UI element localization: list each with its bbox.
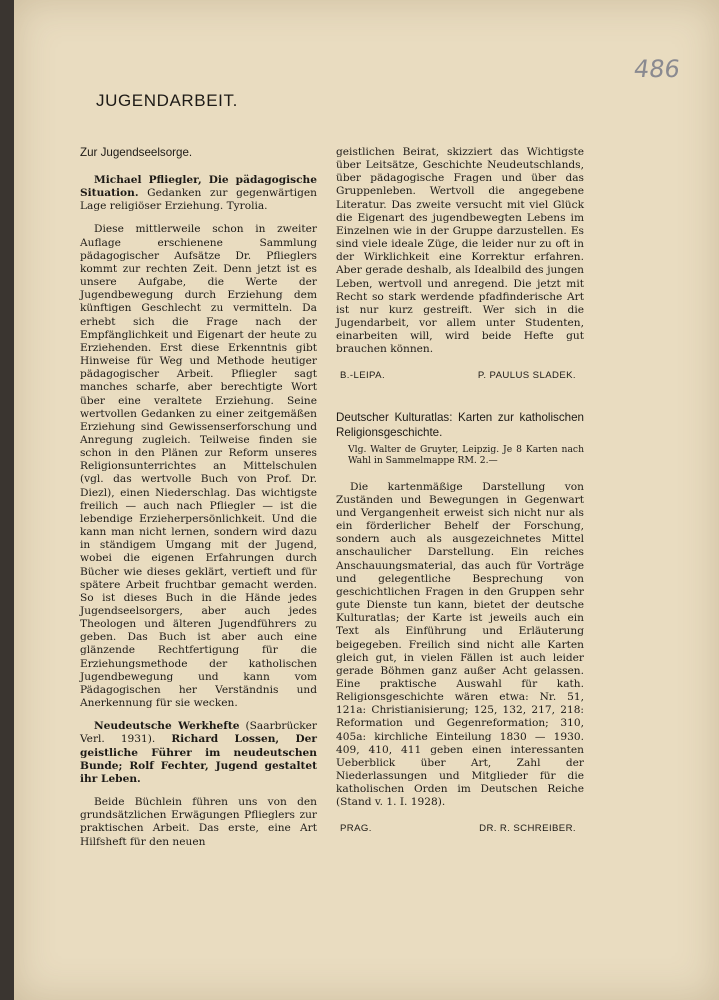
review-werkhefte-authors: Richard Lossen, Der geistliche Führer im neudeutschen Bunde; Rolf Fechter, Jugend gestaltet ihr Leben. [80,733,317,785]
review-werkhefte-lead: Neudeutsche Werkhefte [94,720,240,733]
review-werkhefte-header [80,720,317,786]
signature-name: P. PAULUS SLADEK. [477,369,576,381]
review-kulturatlas-body: Die kartenmäßige Darstellung von Zuständen und Bewegungen in Gegenwart und Vergangenheit erweist sich nicht nur als ein förderlicher Behelf der Forschung, sondern auch als ausgezeichnetes Mittel anschaulicher Darstellung. Ein reiches Anschauungsmaterial, das auch für Vorträge und gelegentliche Besprechung von geschichtlichen Fragen in den Gruppen sehr gute Dienste tun kann, bietet der deutsche Kulturatlas; der Karte ist jeweils auch ein Text als Einführung und Erläuterung beigegeben. Freilich sind nicht alle Karten gleich gut, in vielen Fällen ist auch leider gerade Böhmen ganz außer Acht gelassen. Eine praktische Auswahl für kath. Religionsgeschichte wären etwa: Nr. 51, 121a: Christianisierung; 125, 132, 217, 218: Reformation und Gegenreformation; 310, 405a: kirchliche Einteilung 1830 — 1930. 409, 410, 411 geben einen interessanten Ueberblick über Art, Zahl der Niederlassungen und Mitglieder für die katholischen Orden im Deutschen Reiche (Stand v. 1. I. 1928). [336,480,584,809]
signature-place: PRAG. [340,822,372,834]
review-pfliegler-subtitle: Gedanken zur gegenwärtigen Lage religiöser Erziehung. Tyrolia. [80,187,317,213]
review-pfliegler-header [80,174,317,213]
review-werkhefte-body: Beide Büchlein führen uns von den grundsätzlichen Erwägungen Pflieglers zur praktischen Arbeit. Das erste, eine Art Hilfsheft für den neuen [80,796,317,848]
review-werkhefte-continuation: geistlichen Beirat, skizziert das Wichtigste über Leitsätze, Geschichte Neudeutschlands, über pädagogische Fragen und über das Gruppenleben. Wertvoll die angegebene Literatur. Das zweite versucht mit viel Glück die Eigenart des jugendbewegten Lebens im Einzelnen wie in der Gruppe darzustellen. Es sind viele ideale Züge, die leider nur zu oft in der Wirklichkeit eine Korrektur erfahren. Aber gerade deshalb, als Idealbild des jungen Leben, wertvoll und anregend. Die jetzt mit Recht so stark werdende pfadfinderische Art ist nur kurz gestreift. Wer sich in die Jugendarbeit, vor allem unter Studenten, einarbeiten will, wird beide Hefte gut brauchen können. [336,146,584,356]
signature-name: DR. R. SCHREIBER. [479,822,576,834]
left-column [80,145,317,849]
review-pfliegler-lead: Michael Pfliegler, Die pädagogische Situation. [80,174,317,200]
handwritten-page-number: 486 [632,55,682,83]
review-pfliegler-body: Diese mittlerweile schon in zweiter Auflage erschienene Sammlung pädagogischer Aufsätze Dr. Pflieglers kommt zur rechten Zeit. Denn jetzt ist es unsere Aufgabe, die Werte der Jugendbewegung durch Erziehung dem künftigen Geschlecht zu vermitteln. Da erhebt sich die Frage nach der Empfänglichkeit und Eigenart der heute zu Erziehenden. Erst diese Erkenntnis gibt Hinweise für Weg und Methode heutiger pädagogischer Arbeit. Pfliegler sagt manches scharfe, aber berechtigte Wort über eine veraltete Erziehung. Seine wertvollen Gedanken zu einer zeitgemäßen Erziehung sind Gewissenserforschung und Anregung zugleich. Teilweise finden sie schon in den Plänen zur Reform unseres Religionsunterrichtes an Mittelschulen (vgl. das wertvolle Buch von Prof. Dr. Diezl), einen Niederschlag. Das wichtigste freilich — auch nach Pfliegler — ist die lebendige Erzieherpersönlichkeit. Und die kann man nicht lernen, sondern wird dazu in ständigem Umgang mit der Jugend, wobei die eigenen Erfahrungen durch Bücher wie dieses geklärt, vertieft und für spätere Arbeit fruchtbar gemacht werden. So ist dieses Buch in die Hände jedes Jugendseelsorgers, aber auch jedes Theologen und älteren Jugendführers zu geben. Das Buch ist aber auch eine glänzende Rechtfertigung für die Erziehungsmethode der katholischen Jugendbewegung und kann vom Pädagogischen her Verständnis und Anerkennung für sie wecken. [80,223,317,710]
kulturatlas-imprint: Vlg. Walter de Gruyter, Leipzig. Je 8 Karten nach Wahl in Sammelmappe RM. 2.— [348,443,584,467]
signature-place: B.-LEIPA. [340,369,386,381]
review-werkhefte-pub: (Saarbrücker Verl. 1931). [80,720,317,746]
page-heading: JUGENDARBEIT. [96,91,238,110]
right-column [336,146,584,835]
section-title-kulturatlas: Deutscher Kulturatlas: Karten zur katholischen Religionsgeschichte. [336,410,584,439]
signature-sladek [336,369,584,382]
section-title-jugendseelsorge: Zur Jugendseelsorge. [80,146,193,159]
signature-schreiber [336,822,584,835]
